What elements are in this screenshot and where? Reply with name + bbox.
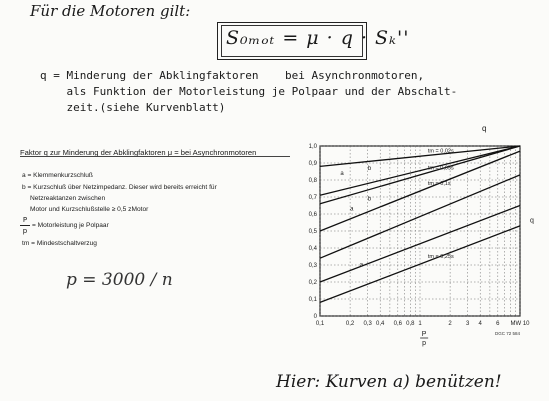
- x-tick-label: 0,3: [363, 321, 372, 327]
- y-tick-label: 0,7: [308, 195, 317, 201]
- legend-p: = Motorleistung je Polpaar: [32, 222, 109, 229]
- x-tick-label: 2: [448, 321, 452, 327]
- y-tick-label: 0,2: [308, 280, 317, 286]
- series-label: tm = 0,02s: [427, 148, 454, 155]
- x-tick-label: 0,1: [315, 321, 325, 327]
- y-tick-label: 0,4: [308, 246, 317, 252]
- x-tick-label: 0,4: [376, 321, 385, 327]
- legend-p-den: p: [22, 227, 28, 235]
- x-tick-label: 3: [466, 321, 470, 327]
- curve-label: b: [367, 165, 372, 172]
- legend-b-line1: b = Kurzschluß über Netzimpedanz. Dieser wird bereits erreicht für: [22, 184, 217, 191]
- series-label: tm = 0,1s: [427, 180, 451, 187]
- legend-p-num: P: [22, 216, 28, 224]
- x-tick-label: 1: [418, 321, 422, 327]
- y-tick-label: 0,1: [308, 297, 317, 303]
- y-tick-label: 0,5: [308, 229, 317, 235]
- legend-b-line2: Netzreaktanzen zwischen: [30, 195, 106, 202]
- x-axis-label-num: P: [421, 331, 427, 338]
- footer-note: Hier: Kurven a) benützen!: [276, 372, 502, 392]
- x-tick-label: 0,2: [345, 321, 355, 327]
- x-tick-label: 6: [496, 321, 500, 327]
- x-tick-label: 0,6: [393, 321, 402, 327]
- x-axis-label-den: p: [422, 340, 427, 347]
- curve-label: a: [359, 262, 364, 269]
- figure-note: q: [482, 124, 487, 133]
- q-chart: [298, 138, 533, 348]
- x-tick-label: 0,8: [406, 321, 415, 327]
- figure-title: Faktor q zur Minderung der Abklingfaktoren μ = bei Asynchronmotoren: [20, 148, 257, 157]
- y-tick-label: 0,9: [308, 161, 317, 167]
- curve-label: a: [350, 206, 354, 213]
- y-tick-label: 0: [313, 314, 317, 320]
- x-tick-label: MW 10: [510, 321, 530, 327]
- figure-title-underline: [20, 156, 290, 157]
- y-tick-label: 0,6: [308, 212, 317, 218]
- q-definition: q = Minderung der Abklingfaktoren bei Asynchronmotoren, als Funktion der Motorleistung je Polpaar und der Abschalt- zeit.(siehe Kurvenblatt): [40, 69, 458, 114]
- formula: S₀ₘₒₜ = μ · q · Sₖ'': [226, 27, 410, 49]
- intro-heading: Für die Motoren gilt:: [30, 2, 191, 20]
- y-tick-label: 0,3: [308, 263, 317, 269]
- corner-code: DGC 72 584: [494, 331, 520, 336]
- y-tick-label: 0,8: [308, 178, 317, 184]
- curve-label: a: [340, 170, 344, 177]
- y-axis-label: q: [530, 217, 534, 225]
- series-label: tm = 0,05s: [427, 165, 454, 172]
- handwritten-p-formula: p = 3000 / n: [66, 270, 173, 290]
- series-label: tm = 0,25s: [427, 254, 454, 261]
- y-tick-label: 1,0: [308, 144, 317, 150]
- legend-p-fraction: [20, 216, 30, 235]
- curve-label: b: [367, 196, 372, 203]
- legend-a: a = Klemmenkurzschluß: [22, 172, 93, 179]
- legend-tm: tm = Mindestschaltverzug: [22, 240, 97, 247]
- legend-b-line3: Motor und Kurzschlußstelle ≥ 0,5 zMotor: [30, 206, 149, 213]
- x-tick-label: 4: [478, 321, 482, 327]
